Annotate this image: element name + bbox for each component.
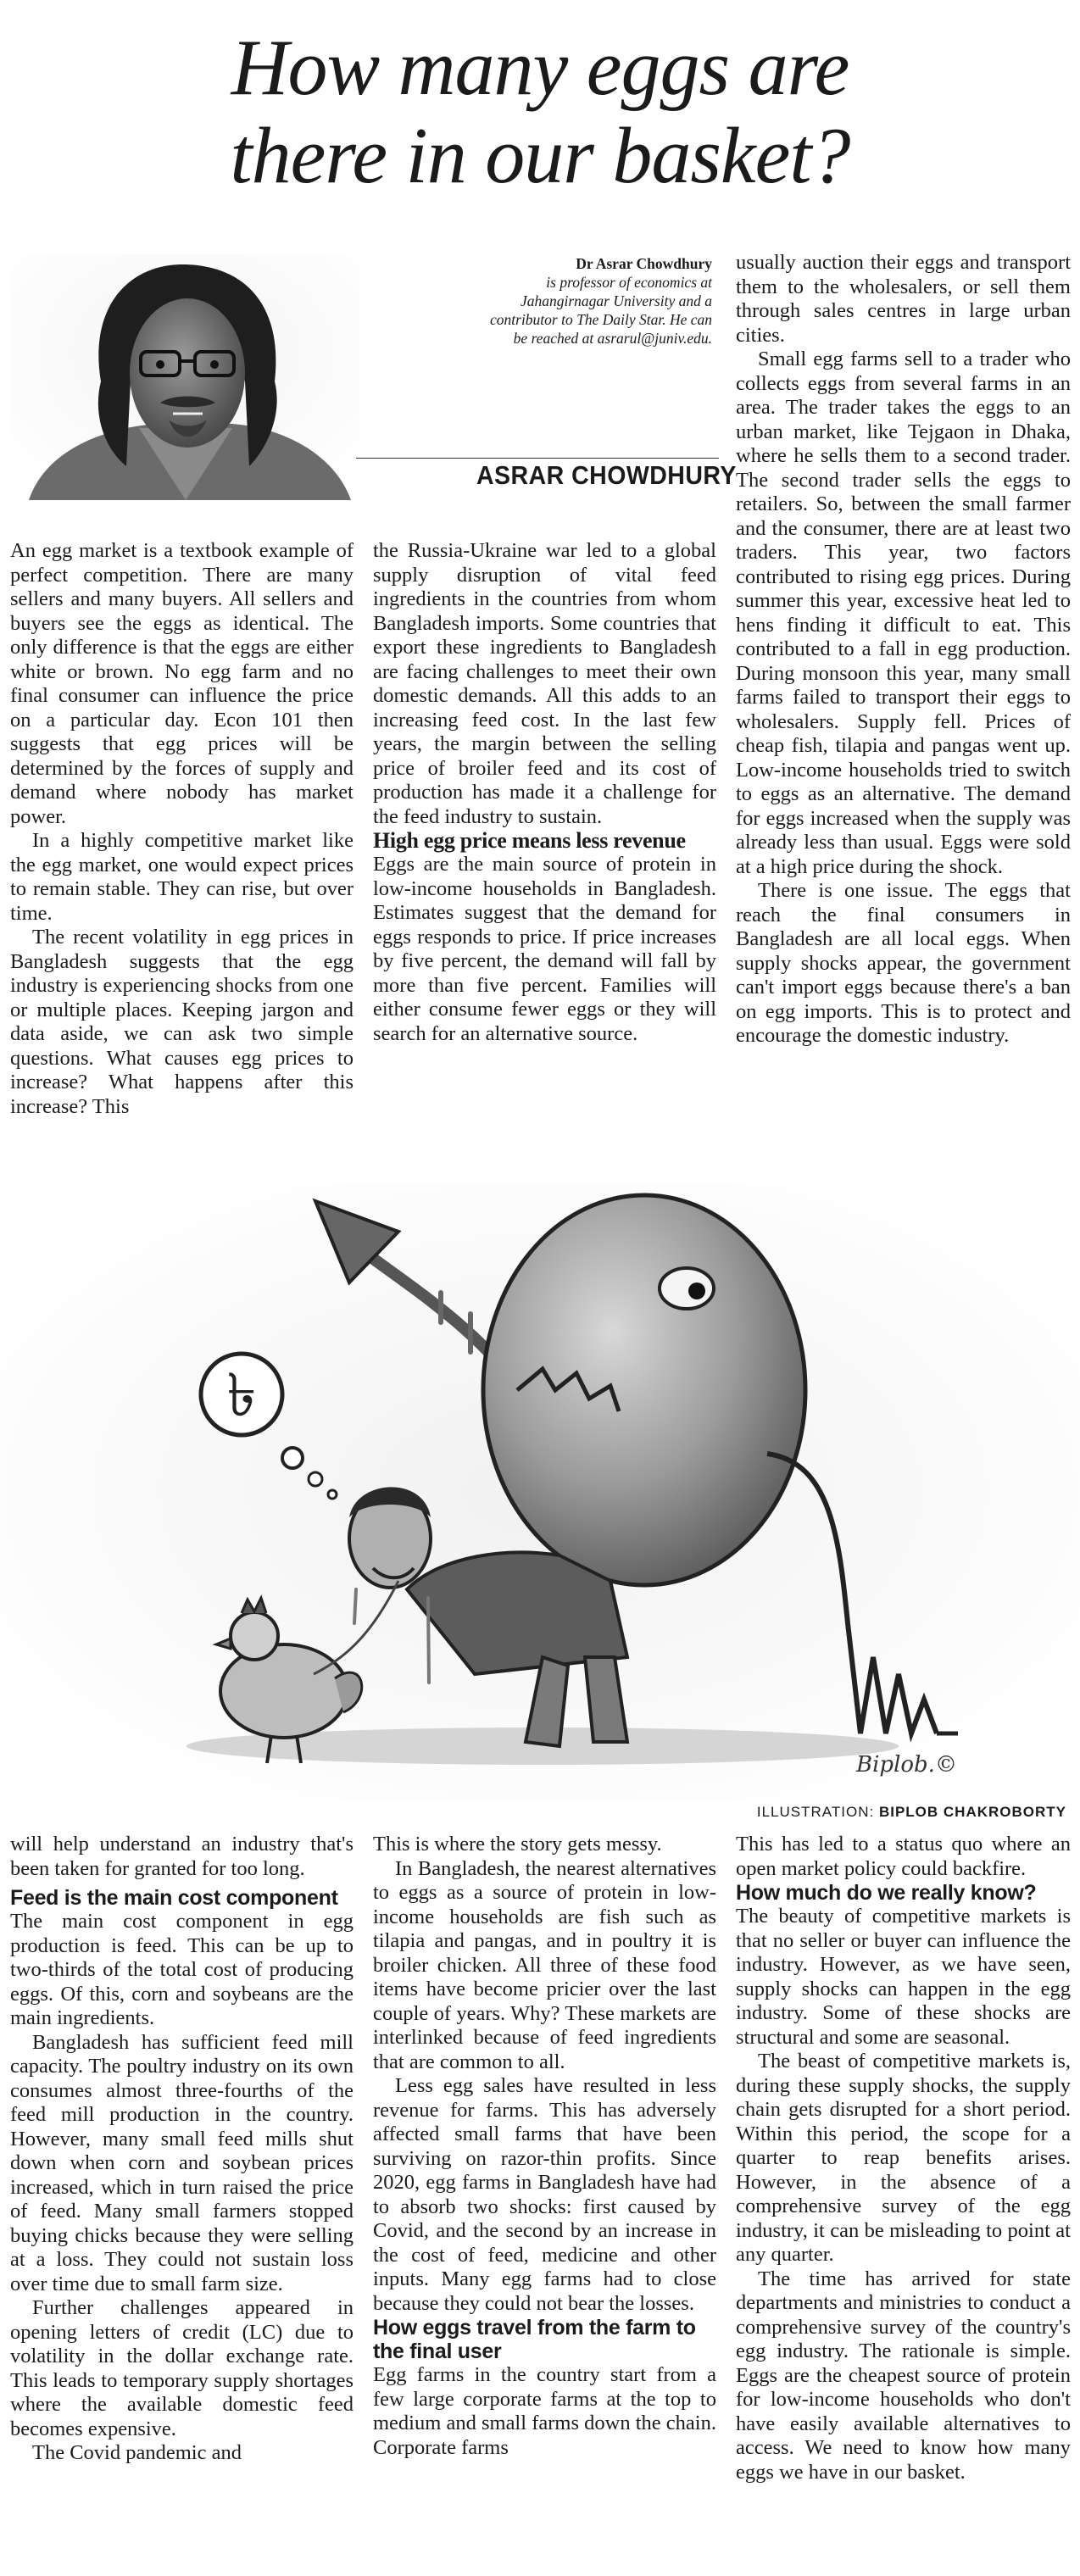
- article-column-top-2: [373, 539, 716, 1046]
- paragraph: Eggs are the main source of protein in low-income households in Bangladesh. Estimates suggest that the demand for eggs responds to price. If price increases by five percent, the demand will fall by more than five percent. Families will either consume fewer eggs or they will search for an alternative source.: [373, 853, 716, 1045]
- paragraph: usually auction their eggs and transport them to the wholesalers, or sell them through sales centres in large urban cities.: [736, 251, 1071, 347]
- paragraph: the Russia-Ukraine war led to a global supply disruption of vital feed ingredients in the countries from whom Bangladesh imports. Some countries that export these ingredients to Bangladesh are facing challenges to meet their own domestic demands. All this adds to an increasing feed cost. In the last few years, the margin between the selling price of broiler feed and its cost of production has made it a challenge for the feed industry to sustain.: [373, 539, 716, 828]
- bio-line: Jahangirnagar University and a: [520, 292, 712, 309]
- paragraph: Small egg farms sell to a trader who collects eggs from several farms in an area. The trader takes the eggs to an urban market, like Tejgaon in Dhaka, where he sells them to a second trader. The second trader sells the eggs to retailers. So, between the small farmer and the consumer, there are at least two traders. This year, two factors contributed to rising egg prices. During summer this year, excessive heat led to hens finding it difficult to eat. This contributed to a fall in egg production. During monsoon this year, many small farms failed to transport their eggs to wholesalers. Supply fell. Prices of cheap fish, tilapia and pangas went up. Low-income households tried to switch to eggs as an alternative. The demand for eggs increased when the supply was already less than usual. Eggs were sold at a high price during the shock.: [736, 348, 1071, 878]
- paragraph: The main cost component in egg production is feed. This can be up to two-thirds of the total cost of producing eggs. Of this, corn and soybeans are the main ingredients.: [10, 1910, 354, 2029]
- article-column-top-1: [10, 539, 354, 1119]
- paragraph: In Bangladesh, the nearest alternatives to eggs as a source of protein in low-income households are fish such as tilapia and pangas, and in poultry it is broiler chicken. All three of these food items have become pricier over the last couple of years. Why? These markets are interlinked because of feed ingredients that are common to all.: [373, 1856, 716, 2073]
- paragraph: Egg farms in the country start from a few large corporate farms at the top to medium and small farms down the chain. Corporate farms: [373, 2363, 716, 2459]
- headline: [0, 24, 1080, 200]
- paragraph: An egg market is a textbook example of perfect competition. There are many sellers and many buyers. All sellers and buyers see the eggs as identical. The only difference is that the eggs are either white or brown. No egg farm and no final consumer can influence the price on a particular day. Econ 101 then suggests that egg prices will be determined by the forces of supply and demand where nobody has market power.: [10, 539, 354, 828]
- credit-label: ILLUSTRATION:: [756, 1804, 875, 1820]
- paragraph: This has led to a status quo where an open market policy could backfire.: [736, 1833, 1071, 1880]
- illustration-signature: Biplob.©: [856, 1752, 957, 1778]
- paragraph: Further challenges appeared in opening letters of credit (LC) due to volatility in the dollar exchange rate. This leads to temporary supply shortages where the available domestic feed becomes expensive.: [10, 2296, 354, 2440]
- article-column-bottom-1: [10, 1833, 354, 2466]
- illustration-credit: [757, 1804, 1066, 1821]
- bio-line: is professor of economics at: [546, 274, 712, 291]
- byline: ASRAR CHOWDHURY: [476, 460, 737, 490]
- paragraph: In a highly competitive market like the egg market, one would expect prices to remain stable. They can rise, but over time.: [10, 829, 354, 925]
- paragraph: Bangladesh has sufficient feed mill capacity. The poultry industry on its own consumes almost three-fourths of the feed mill production in the country. However, many small feed mills shut down when corn and soybean prices increased, which in turn raised the price of feed. Many small farmers stopped buying chicks because they were selling at a loss. They could not sustain loss over time due to small farm size.: [10, 2030, 354, 2295]
- paragraph: The Covid pandemic and: [32, 2441, 242, 2464]
- bio-line: contributor to The Daily Star. He can: [490, 311, 712, 328]
- subheading: Feed is the main cost component: [10, 1886, 338, 1910]
- article-column-bottom-3: [736, 1833, 1071, 2484]
- author-bio: [373, 254, 712, 348]
- paragraph: The time has arrived for state departments and ministries to conduct a comprehensive survey of the country's egg industry. The rationale is simple. Eggs are the cheapest source of protein for low-income households who don't have easily available alternatives to access. We need to know how many eggs we have in our basket.: [736, 2267, 1071, 2484]
- paragraph: This is where the story gets messy.: [373, 1833, 662, 1855]
- paragraph: The beast of competitive markets is, during these supply shocks, the supply chain gets disrupted for a short period. Within this period, the scope for a quarter to reap benefits arises. However, in the absence of a comprehensive survey of the egg industry, it can be misleading to point at any quarter.: [736, 2050, 1071, 2266]
- byline-divider: [356, 458, 719, 459]
- author-portrait: [12, 254, 359, 500]
- credit-name: BIPLOB CHAKROBORTY: [878, 1804, 1066, 1820]
- subheading: High egg price means less revenue: [373, 828, 686, 853]
- taka-symbol: ৳: [226, 1360, 257, 1430]
- cartoon-illustration: [0, 1182, 1080, 1801]
- bio-name: Dr Asrar Chowdhury: [576, 255, 712, 272]
- paragraph: The recent volatility in egg prices in Bangladesh suggests that the egg industry is experiencing shocks from one or multiple places. Keeping jargon and data aside, we can ask two simple questions. What causes egg prices to increase? What happens after this increase? This: [10, 926, 354, 1118]
- paragraph: will help understand an industry that's been taken for granted for too long.: [10, 1833, 354, 1880]
- article-column-bottom-2: [373, 1833, 716, 2460]
- article-column-top-3: [736, 251, 1071, 1049]
- paragraph: There is one issue. The eggs that reach the final consumers in Bangladesh are all local eggs. When supply shocks appear, the government can't import eggs because there's a ban on egg imports. This is to protect and encourage the domestic industry.: [736, 879, 1071, 1047]
- bio-line: be reached at asrarul@juniv.edu.: [513, 330, 712, 347]
- headline-line-1: How many eggs are: [231, 24, 849, 112]
- subheading: How eggs travel from the farm to the final user: [373, 2316, 696, 2363]
- paragraph: The beauty of competitive markets is that no seller or buyer can influence the industry. However, as we have seen, supply shocks can happen in the egg industry. Some of these shocks are structural and some are seasonal.: [736, 1905, 1071, 2049]
- headline-line-2: there in our basket?: [230, 112, 850, 200]
- subheading: How much do we really know?: [736, 1881, 1037, 1905]
- paragraph: Less egg sales have resulted in less revenue for farms. This has adversely affected small farms that have been surviving on razor-thin profits. Since 2020, egg farms in Bangladesh have had to absorb two shocks: first caused by Covid, and the second by an increase in the cost of feed, medicine and other inputs. Many egg farms had to close because they could not bear the losses.: [373, 2074, 716, 2315]
